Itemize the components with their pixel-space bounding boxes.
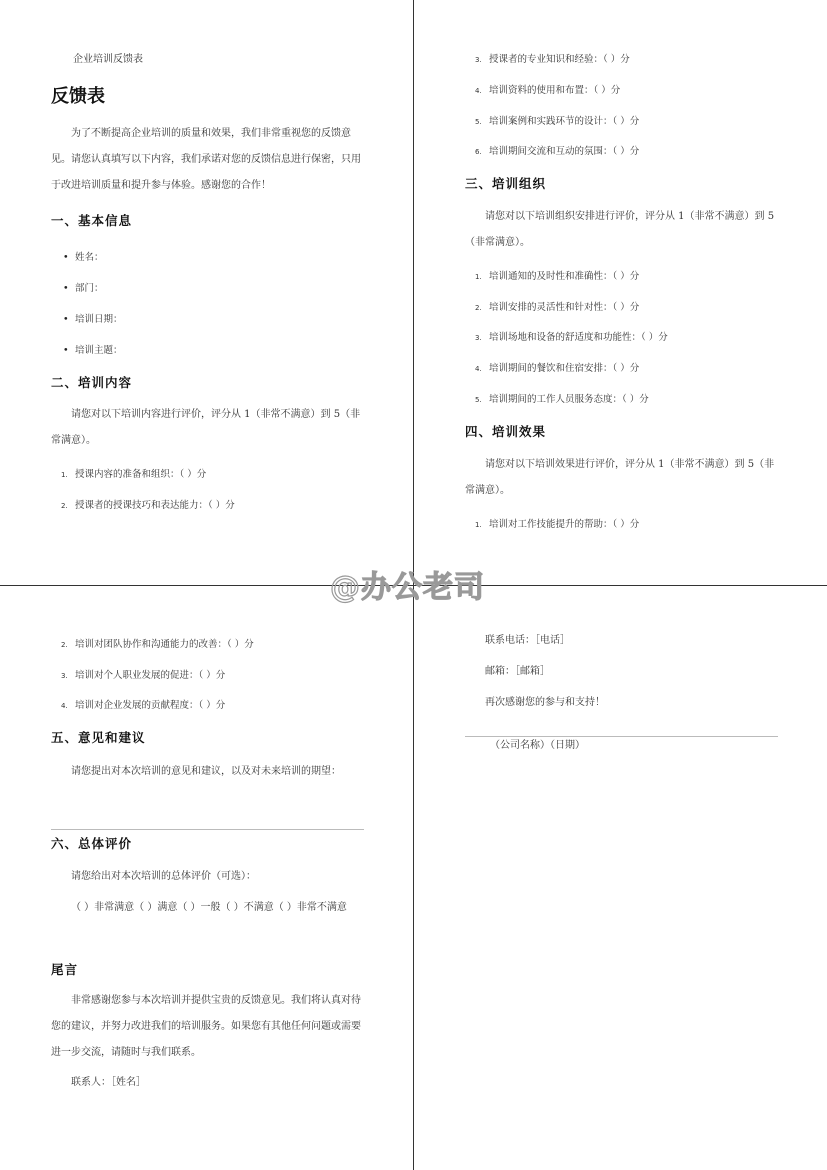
list-item: 5. 培训期间的工作人员服务态度：（ ）分 — [475, 394, 649, 405]
section-intro-training-organization: 请您对以下培训组织安排进行评价，评分从 1（非常不满意）到 5（非常满意）。 — [465, 211, 775, 248]
section-heading-training-effect: 四、培训效果 — [465, 424, 547, 439]
list-item: 2. 授课者的授课技巧和表达能力：（ ）分 — [61, 500, 235, 511]
list-item: 4. 培训资料的使用和布置：（ ）分 — [475, 85, 621, 96]
section-intro-training-effect: 请您对以下培训效果进行评价，评分从 1（非常不满意）到 5（非常满意）。 — [465, 459, 775, 496]
list-item: 4. 培训期间的餐饮和住宿安排：（ ）分 — [475, 363, 640, 374]
contact-person: 联系人：［姓名］ — [71, 1077, 146, 1088]
page-3 — [0, 586, 413, 1170]
page-1 — [0, 0, 413, 585]
list-item: 1. 培训对工作技能提升的帮助：（ ）分 — [475, 519, 640, 530]
list-item: 5. 培训案例和实践环节的设计：（ ）分 — [475, 116, 640, 127]
section-intro-feedback: 请您提出对本次培训的意见和建议，以及对未来培训的期望： — [71, 766, 341, 777]
field-training-date: • 培训日期： — [75, 311, 123, 325]
company-date-footer: （公司名称）（日期） — [490, 740, 585, 751]
page-4 — [414, 586, 827, 1170]
list-item: 3. 授课者的专业知识和经验：（ ）分 — [475, 54, 630, 65]
thanks-text: 再次感谢您的参与和支持！ — [485, 697, 605, 708]
intro-paragraph: 为了不断提高企业培训的质量和效果，我们非常重视您的反馈意见。请您认真填写以下内容，我们承诺对您的反馈信息进行保密，只用于改进培训质量和提升参与体验。感谢您的合作！ — [51, 128, 361, 191]
horizontal-rule — [51, 829, 364, 830]
list-item: 2. 培训对团队协作和沟通能力的改善：（ ）分 — [61, 639, 254, 650]
list-item: 1. 培训通知的及时性和准确性：（ ）分 — [475, 271, 640, 282]
contact-phone: 联系电话：［电话］ — [485, 635, 570, 646]
list-item: 1. 授课内容的准备和组织：（ ）分 — [61, 469, 207, 480]
list-item: 6. 培训期间交流和互动的氛围：（ ）分 — [475, 146, 640, 157]
list-item: 4. 培训对企业发展的贡献程度：（ ）分 — [61, 700, 226, 711]
list-item: 3. 培训场地和设备的舒适度和功能性：（ ）分 — [475, 332, 668, 343]
field-department: • 部门： — [75, 280, 104, 294]
section-heading-basic-info: 一、基本信息 — [51, 213, 133, 228]
page-2 — [414, 0, 827, 585]
section-heading-overall: 六、总体评价 — [51, 836, 133, 851]
field-name: • 姓名： — [75, 249, 104, 263]
watermark-logo: @办公老司 — [330, 570, 485, 605]
field-training-topic: • 培训主题： — [75, 342, 123, 356]
list-item: 3. 培训对个人职业发展的促进：（ ）分 — [61, 670, 226, 681]
section-heading-training-organization: 三、培训组织 — [465, 176, 547, 191]
section-heading-feedback: 五、意见和建议 — [51, 730, 146, 745]
section-intro-overall: 请您给出对本次培训的总体评价（可选）： — [71, 871, 256, 882]
list-item: 2. 培训安排的灵活性和针对性：（ ）分 — [475, 302, 640, 313]
section-intro-training-content: 请您对以下培训内容进行评价，评分从 1（非常不满意）到 5（非常满意）。 — [51, 409, 361, 446]
section-heading-closing: 尾言 — [51, 962, 79, 977]
overall-rating-options: （ ）非常满意（ ）满意（ ）一般（ ）不满意（ ）非常不满意 — [71, 902, 347, 913]
page-title: 反馈表 — [51, 86, 105, 107]
document-header: 企业培训反馈表 — [73, 54, 143, 65]
section-heading-training-content: 二、培训内容 — [51, 375, 133, 390]
closing-paragraph: 非常感谢您参与本次培训并提供宝贵的反馈意见。我们将认真对待您的建议，并努力改进我们的培训服务。如果您有其他任何问题或需要进一步交流，请随时与我们联系。 — [51, 995, 361, 1058]
contact-email: 邮箱：［邮箱］ — [485, 666, 550, 677]
